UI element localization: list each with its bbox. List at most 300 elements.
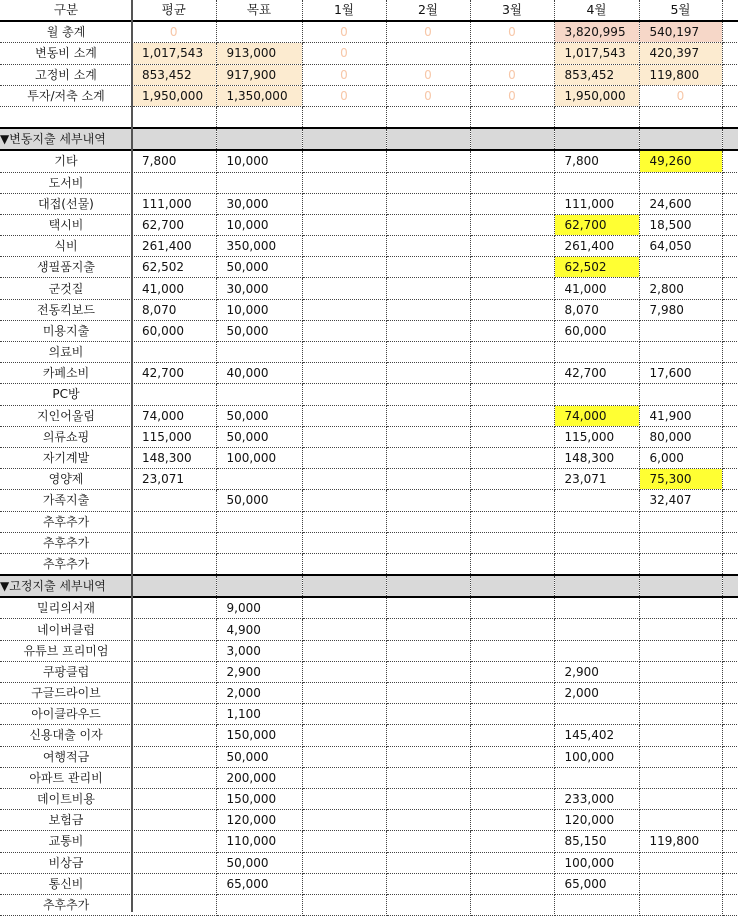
cell-empty[interactable]	[722, 469, 738, 490]
value-cell[interactable]: 50,000	[216, 746, 302, 767]
value-cell[interactable]: 350,000	[216, 236, 302, 257]
value-cell[interactable]	[470, 320, 554, 341]
value-cell[interactable]: 62,700	[554, 214, 639, 235]
value-cell[interactable]	[132, 619, 216, 640]
value-cell[interactable]	[132, 746, 216, 767]
value-cell[interactable]	[470, 767, 554, 788]
value-cell[interactable]: 2,000	[554, 683, 639, 704]
value-cell[interactable]	[470, 597, 554, 619]
value-cell[interactable]	[386, 597, 470, 619]
section-title[interactable]: ▼고정지출 세부내역	[0, 575, 132, 597]
cell-empty[interactable]	[302, 128, 386, 150]
value-cell[interactable]	[302, 619, 386, 640]
row-label[interactable]: 추후추가	[0, 553, 132, 575]
row-label[interactable]: 네이버클럽	[0, 619, 132, 640]
cell-empty[interactable]	[722, 490, 738, 511]
value-cell[interactable]: 85,150	[554, 831, 639, 852]
row-label[interactable]: 택시비	[0, 214, 132, 235]
cell-empty[interactable]	[722, 661, 738, 682]
value-cell[interactable]	[639, 597, 722, 619]
value-cell[interactable]	[132, 810, 216, 831]
value-cell[interactable]	[386, 788, 470, 809]
value-cell[interactable]	[216, 532, 302, 553]
value-cell[interactable]: 119,800	[639, 831, 722, 852]
value-cell[interactable]	[386, 873, 470, 894]
value-cell[interactable]: 30,000	[216, 193, 302, 214]
value-cell[interactable]: 7,800	[132, 150, 216, 172]
value-cell[interactable]	[302, 490, 386, 511]
value-cell[interactable]	[386, 172, 470, 193]
value-cell[interactable]	[386, 894, 470, 915]
cell-empty[interactable]	[722, 299, 738, 320]
row-label[interactable]: 구글드라이브	[0, 683, 132, 704]
summary-cell[interactable]: 0	[639, 85, 722, 106]
value-cell[interactable]: 10,000	[216, 150, 302, 172]
value-cell[interactable]	[470, 553, 554, 575]
value-cell[interactable]	[302, 532, 386, 553]
cell-empty[interactable]	[722, 106, 738, 128]
column-header[interactable]: 구분	[0, 0, 132, 21]
value-cell[interactable]	[639, 553, 722, 575]
value-cell[interactable]: 100,000	[554, 852, 639, 873]
cell-empty[interactable]	[386, 128, 470, 150]
row-label[interactable]: 전동킥보드	[0, 299, 132, 320]
value-cell[interactable]: 75,300	[639, 469, 722, 490]
value-cell[interactable]	[554, 384, 639, 405]
value-cell[interactable]	[386, 150, 470, 172]
value-cell[interactable]	[470, 384, 554, 405]
value-cell[interactable]	[132, 384, 216, 405]
summary-cell[interactable]: 1,950,000	[132, 85, 216, 106]
value-cell[interactable]	[302, 746, 386, 767]
value-cell[interactable]	[470, 193, 554, 214]
value-cell[interactable]: 23,071	[554, 469, 639, 490]
summary-cell[interactable]: 0	[470, 21, 554, 43]
value-cell[interactable]	[302, 873, 386, 894]
value-cell[interactable]	[554, 490, 639, 511]
value-cell[interactable]	[132, 725, 216, 746]
value-cell[interactable]: 62,700	[132, 214, 216, 235]
row-label[interactable]: 변동비 소계	[0, 43, 132, 64]
row-label[interactable]: 밀리의서재	[0, 597, 132, 619]
cell-empty[interactable]	[722, 150, 738, 172]
value-cell[interactable]	[132, 788, 216, 809]
value-cell[interactable]	[386, 299, 470, 320]
value-cell[interactable]: 7,800	[554, 150, 639, 172]
cell-empty[interactable]	[132, 128, 216, 150]
summary-cell[interactable]: 1,017,543	[132, 43, 216, 64]
value-cell[interactable]	[302, 852, 386, 873]
row-label[interactable]: 자기계발	[0, 447, 132, 468]
value-cell[interactable]: 60,000	[554, 320, 639, 341]
summary-cell[interactable]: 1,350,000	[216, 85, 302, 106]
value-cell[interactable]	[470, 725, 554, 746]
summary-cell[interactable]: 0	[302, 64, 386, 85]
cell-empty[interactable]	[722, 320, 738, 341]
value-cell[interactable]: 32,407	[639, 490, 722, 511]
value-cell[interactable]	[216, 894, 302, 915]
value-cell[interactable]: 6,000	[639, 447, 722, 468]
value-cell[interactable]	[132, 553, 216, 575]
value-cell[interactable]	[470, 532, 554, 553]
row-label[interactable]: 교통비	[0, 831, 132, 852]
value-cell[interactable]	[470, 214, 554, 235]
value-cell[interactable]	[386, 619, 470, 640]
cell-empty[interactable]	[722, 619, 738, 640]
value-cell[interactable]	[639, 257, 722, 278]
value-cell[interactable]	[470, 342, 554, 363]
value-cell[interactable]	[132, 661, 216, 682]
value-cell[interactable]: 120,000	[216, 810, 302, 831]
value-cell[interactable]: 50,000	[216, 426, 302, 447]
value-cell[interactable]: 7,980	[639, 299, 722, 320]
summary-cell[interactable]: 1,017,543	[554, 43, 639, 64]
cell-empty[interactable]	[722, 597, 738, 619]
value-cell[interactable]	[554, 640, 639, 661]
value-cell[interactable]	[132, 532, 216, 553]
value-cell[interactable]: 2,800	[639, 278, 722, 299]
value-cell[interactable]	[639, 384, 722, 405]
value-cell[interactable]: 42,700	[554, 363, 639, 384]
value-cell[interactable]: 120,000	[554, 810, 639, 831]
value-cell[interactable]	[386, 257, 470, 278]
value-cell[interactable]	[302, 405, 386, 426]
value-cell[interactable]	[470, 661, 554, 682]
value-cell[interactable]	[302, 384, 386, 405]
value-cell[interactable]	[554, 597, 639, 619]
value-cell[interactable]: 30,000	[216, 278, 302, 299]
summary-cell[interactable]: 0	[132, 21, 216, 43]
value-cell[interactable]	[302, 193, 386, 214]
value-cell[interactable]	[386, 236, 470, 257]
value-cell[interactable]	[302, 447, 386, 468]
value-cell[interactable]	[302, 894, 386, 915]
row-label[interactable]: 여행적금	[0, 746, 132, 767]
value-cell[interactable]: 74,000	[132, 405, 216, 426]
cell-empty[interactable]	[386, 106, 470, 128]
value-cell[interactable]: 115,000	[554, 426, 639, 447]
cell-empty[interactable]	[722, 405, 738, 426]
value-cell[interactable]	[386, 810, 470, 831]
value-cell[interactable]	[132, 490, 216, 511]
value-cell[interactable]: 41,000	[554, 278, 639, 299]
cell-empty[interactable]	[722, 128, 738, 150]
value-cell[interactable]	[386, 532, 470, 553]
cell-empty[interactable]	[722, 278, 738, 299]
value-cell[interactable]	[386, 490, 470, 511]
value-cell[interactable]	[132, 172, 216, 193]
value-cell[interactable]: 9,000	[216, 597, 302, 619]
cell-empty[interactable]	[386, 575, 470, 597]
cell-empty[interactable]	[722, 725, 738, 746]
cell-empty[interactable]	[554, 128, 639, 150]
value-cell[interactable]: 50,000	[216, 320, 302, 341]
row-label[interactable]: 추후추가	[0, 532, 132, 553]
row-label[interactable]: 식비	[0, 236, 132, 257]
value-cell[interactable]	[132, 852, 216, 873]
row-label[interactable]: 의류쇼핑	[0, 426, 132, 447]
value-cell[interactable]	[386, 725, 470, 746]
value-cell[interactable]	[302, 725, 386, 746]
summary-cell[interactable]: 0	[386, 64, 470, 85]
value-cell[interactable]	[470, 447, 554, 468]
value-cell[interactable]	[554, 511, 639, 532]
value-cell[interactable]	[386, 746, 470, 767]
value-cell[interactable]	[639, 746, 722, 767]
cell-empty[interactable]	[722, 575, 738, 597]
cell-empty[interactable]	[302, 575, 386, 597]
cell-empty[interactable]	[470, 575, 554, 597]
value-cell[interactable]: 100,000	[216, 447, 302, 468]
value-cell[interactable]: 100,000	[554, 746, 639, 767]
value-cell[interactable]	[216, 469, 302, 490]
summary-cell[interactable]	[470, 43, 554, 64]
cell-empty[interactable]	[722, 746, 738, 767]
row-label[interactable]: 추후추가	[0, 511, 132, 532]
summary-cell[interactable]: 119,800	[639, 64, 722, 85]
value-cell[interactable]	[132, 640, 216, 661]
value-cell[interactable]	[302, 683, 386, 704]
value-cell[interactable]	[302, 511, 386, 532]
cell-empty[interactable]	[722, 64, 738, 85]
summary-cell[interactable]: 420,397	[639, 43, 722, 64]
value-cell[interactable]: 2,900	[216, 661, 302, 682]
value-cell[interactable]	[386, 278, 470, 299]
value-cell[interactable]	[554, 342, 639, 363]
cell-empty[interactable]	[302, 106, 386, 128]
cell-empty[interactable]	[722, 873, 738, 894]
value-cell[interactable]	[470, 619, 554, 640]
cell-empty[interactable]	[722, 532, 738, 553]
value-cell[interactable]	[470, 299, 554, 320]
cell-empty[interactable]	[722, 788, 738, 809]
cell-empty[interactable]	[722, 257, 738, 278]
value-cell[interactable]	[470, 511, 554, 532]
row-label[interactable]: 월 총계	[0, 21, 132, 43]
value-cell[interactable]	[386, 405, 470, 426]
cell-empty[interactable]	[722, 384, 738, 405]
value-cell[interactable]	[386, 683, 470, 704]
value-cell[interactable]: 65,000	[216, 873, 302, 894]
value-cell[interactable]	[302, 320, 386, 341]
value-cell[interactable]: 2,000	[216, 683, 302, 704]
summary-cell[interactable]: 0	[302, 43, 386, 64]
value-cell[interactable]	[302, 788, 386, 809]
value-cell[interactable]	[470, 788, 554, 809]
cell-empty[interactable]	[722, 852, 738, 873]
row-label[interactable]: 군것질	[0, 278, 132, 299]
value-cell[interactable]: 60,000	[132, 320, 216, 341]
row-label[interactable]: PC방	[0, 384, 132, 405]
summary-cell[interactable]: 540,197	[639, 21, 722, 43]
cell-empty[interactable]	[722, 236, 738, 257]
value-cell[interactable]	[470, 236, 554, 257]
cell-empty[interactable]	[722, 553, 738, 575]
column-header[interactable]: 목표	[216, 0, 302, 21]
summary-cell[interactable]: 0	[470, 85, 554, 106]
value-cell[interactable]	[386, 831, 470, 852]
value-cell[interactable]	[554, 704, 639, 725]
column-header[interactable]: 2월	[386, 0, 470, 21]
row-label[interactable]: 투자/저축 소계	[0, 85, 132, 106]
cell-empty[interactable]	[722, 704, 738, 725]
value-cell[interactable]	[470, 426, 554, 447]
value-cell[interactable]	[470, 873, 554, 894]
value-cell[interactable]	[386, 214, 470, 235]
row-label[interactable]: 보험금	[0, 810, 132, 831]
summary-cell[interactable]: 853,452	[554, 64, 639, 85]
row-label[interactable]: 대접(선물)	[0, 193, 132, 214]
value-cell[interactable]	[639, 873, 722, 894]
value-cell[interactable]: 261,400	[132, 236, 216, 257]
value-cell[interactable]: 41,900	[639, 405, 722, 426]
value-cell[interactable]	[470, 363, 554, 384]
value-cell[interactable]	[386, 640, 470, 661]
row-label[interactable]: 생필품지출	[0, 257, 132, 278]
value-cell[interactable]	[302, 810, 386, 831]
row-label[interactable]: 아이클라우드	[0, 704, 132, 725]
value-cell[interactable]	[639, 725, 722, 746]
value-cell[interactable]	[302, 553, 386, 575]
value-cell[interactable]	[639, 172, 722, 193]
value-cell[interactable]	[302, 214, 386, 235]
value-cell[interactable]	[639, 342, 722, 363]
value-cell[interactable]	[639, 788, 722, 809]
value-cell[interactable]	[470, 683, 554, 704]
value-cell[interactable]	[386, 704, 470, 725]
cell-empty[interactable]	[639, 128, 722, 150]
value-cell[interactable]	[216, 172, 302, 193]
value-cell[interactable]	[639, 704, 722, 725]
value-cell[interactable]: 40,000	[216, 363, 302, 384]
value-cell[interactable]	[470, 852, 554, 873]
value-cell[interactable]	[302, 469, 386, 490]
value-cell[interactable]	[132, 831, 216, 852]
value-cell[interactable]	[554, 553, 639, 575]
value-cell[interactable]	[554, 894, 639, 915]
value-cell[interactable]	[302, 342, 386, 363]
value-cell[interactable]: 148,300	[554, 447, 639, 468]
value-cell[interactable]: 24,600	[639, 193, 722, 214]
value-cell[interactable]	[386, 852, 470, 873]
row-label[interactable]: 의료비	[0, 342, 132, 363]
value-cell[interactable]	[639, 320, 722, 341]
column-header[interactable]: 1월	[302, 0, 386, 21]
value-cell[interactable]	[554, 619, 639, 640]
value-cell[interactable]	[470, 469, 554, 490]
value-cell[interactable]	[470, 257, 554, 278]
value-cell[interactable]: 148,300	[132, 447, 216, 468]
value-cell[interactable]	[302, 257, 386, 278]
value-cell[interactable]: 233,000	[554, 788, 639, 809]
summary-cell[interactable]: 1,950,000	[554, 85, 639, 106]
row-label[interactable]: 비상금	[0, 852, 132, 873]
cell-empty[interactable]	[132, 106, 216, 128]
row-label[interactable]: 통신비	[0, 873, 132, 894]
row-label[interactable]: 지인어울림	[0, 405, 132, 426]
value-cell[interactable]	[639, 661, 722, 682]
summary-cell[interactable]: 0	[302, 85, 386, 106]
summary-cell[interactable]: 0	[470, 64, 554, 85]
value-cell[interactable]	[639, 767, 722, 788]
value-cell[interactable]	[386, 661, 470, 682]
value-cell[interactable]	[302, 426, 386, 447]
value-cell[interactable]	[470, 746, 554, 767]
freeze-pane-divider[interactable]	[131, 0, 133, 912]
cell-empty[interactable]	[722, 767, 738, 788]
summary-cell[interactable]	[216, 21, 302, 43]
value-cell[interactable]	[386, 469, 470, 490]
value-cell[interactable]	[386, 447, 470, 468]
value-cell[interactable]	[386, 553, 470, 575]
value-cell[interactable]	[302, 150, 386, 172]
cell-empty[interactable]	[722, 511, 738, 532]
value-cell[interactable]	[470, 150, 554, 172]
value-cell[interactable]	[132, 767, 216, 788]
column-header[interactable]: 3월	[470, 0, 554, 21]
value-cell[interactable]	[132, 597, 216, 619]
value-cell[interactable]	[302, 704, 386, 725]
cell-empty[interactable]	[722, 810, 738, 831]
value-cell[interactable]	[470, 278, 554, 299]
column-header[interactable]: 5월	[639, 0, 722, 21]
value-cell[interactable]	[639, 852, 722, 873]
summary-cell[interactable]: 917,900	[216, 64, 302, 85]
value-cell[interactable]	[132, 511, 216, 532]
value-cell[interactable]: 2,900	[554, 661, 639, 682]
cell-empty[interactable]	[554, 575, 639, 597]
value-cell[interactable]: 18,500	[639, 214, 722, 235]
cell-empty[interactable]	[639, 575, 722, 597]
value-cell[interactable]: 200,000	[216, 767, 302, 788]
summary-cell[interactable]	[386, 43, 470, 64]
value-cell[interactable]	[132, 342, 216, 363]
cell-empty[interactable]	[722, 85, 738, 106]
cell-empty[interactable]	[722, 43, 738, 64]
cell-empty[interactable]	[722, 894, 738, 915]
row-label[interactable]: 아파트 관리비	[0, 767, 132, 788]
value-cell[interactable]	[554, 172, 639, 193]
value-cell[interactable]	[302, 767, 386, 788]
value-cell[interactable]: 4,900	[216, 619, 302, 640]
value-cell[interactable]	[386, 363, 470, 384]
value-cell[interactable]	[639, 619, 722, 640]
value-cell[interactable]: 23,071	[132, 469, 216, 490]
value-cell[interactable]	[470, 810, 554, 831]
value-cell[interactable]	[302, 597, 386, 619]
value-cell[interactable]: 115,000	[132, 426, 216, 447]
value-cell[interactable]: 3,000	[216, 640, 302, 661]
value-cell[interactable]	[470, 172, 554, 193]
value-cell[interactable]: 150,000	[216, 788, 302, 809]
value-cell[interactable]	[132, 873, 216, 894]
value-cell[interactable]	[386, 384, 470, 405]
value-cell[interactable]	[302, 661, 386, 682]
value-cell[interactable]: 111,000	[132, 193, 216, 214]
value-cell[interactable]	[302, 831, 386, 852]
cell-empty[interactable]	[722, 214, 738, 235]
cell-empty[interactable]	[470, 128, 554, 150]
value-cell[interactable]: 62,502	[554, 257, 639, 278]
value-cell[interactable]	[302, 236, 386, 257]
value-cell[interactable]	[386, 767, 470, 788]
value-cell[interactable]	[302, 172, 386, 193]
cell-empty[interactable]	[722, 683, 738, 704]
row-label[interactable]: 도서비	[0, 172, 132, 193]
value-cell[interactable]	[639, 532, 722, 553]
value-cell[interactable]	[386, 426, 470, 447]
cell-empty[interactable]	[722, 342, 738, 363]
